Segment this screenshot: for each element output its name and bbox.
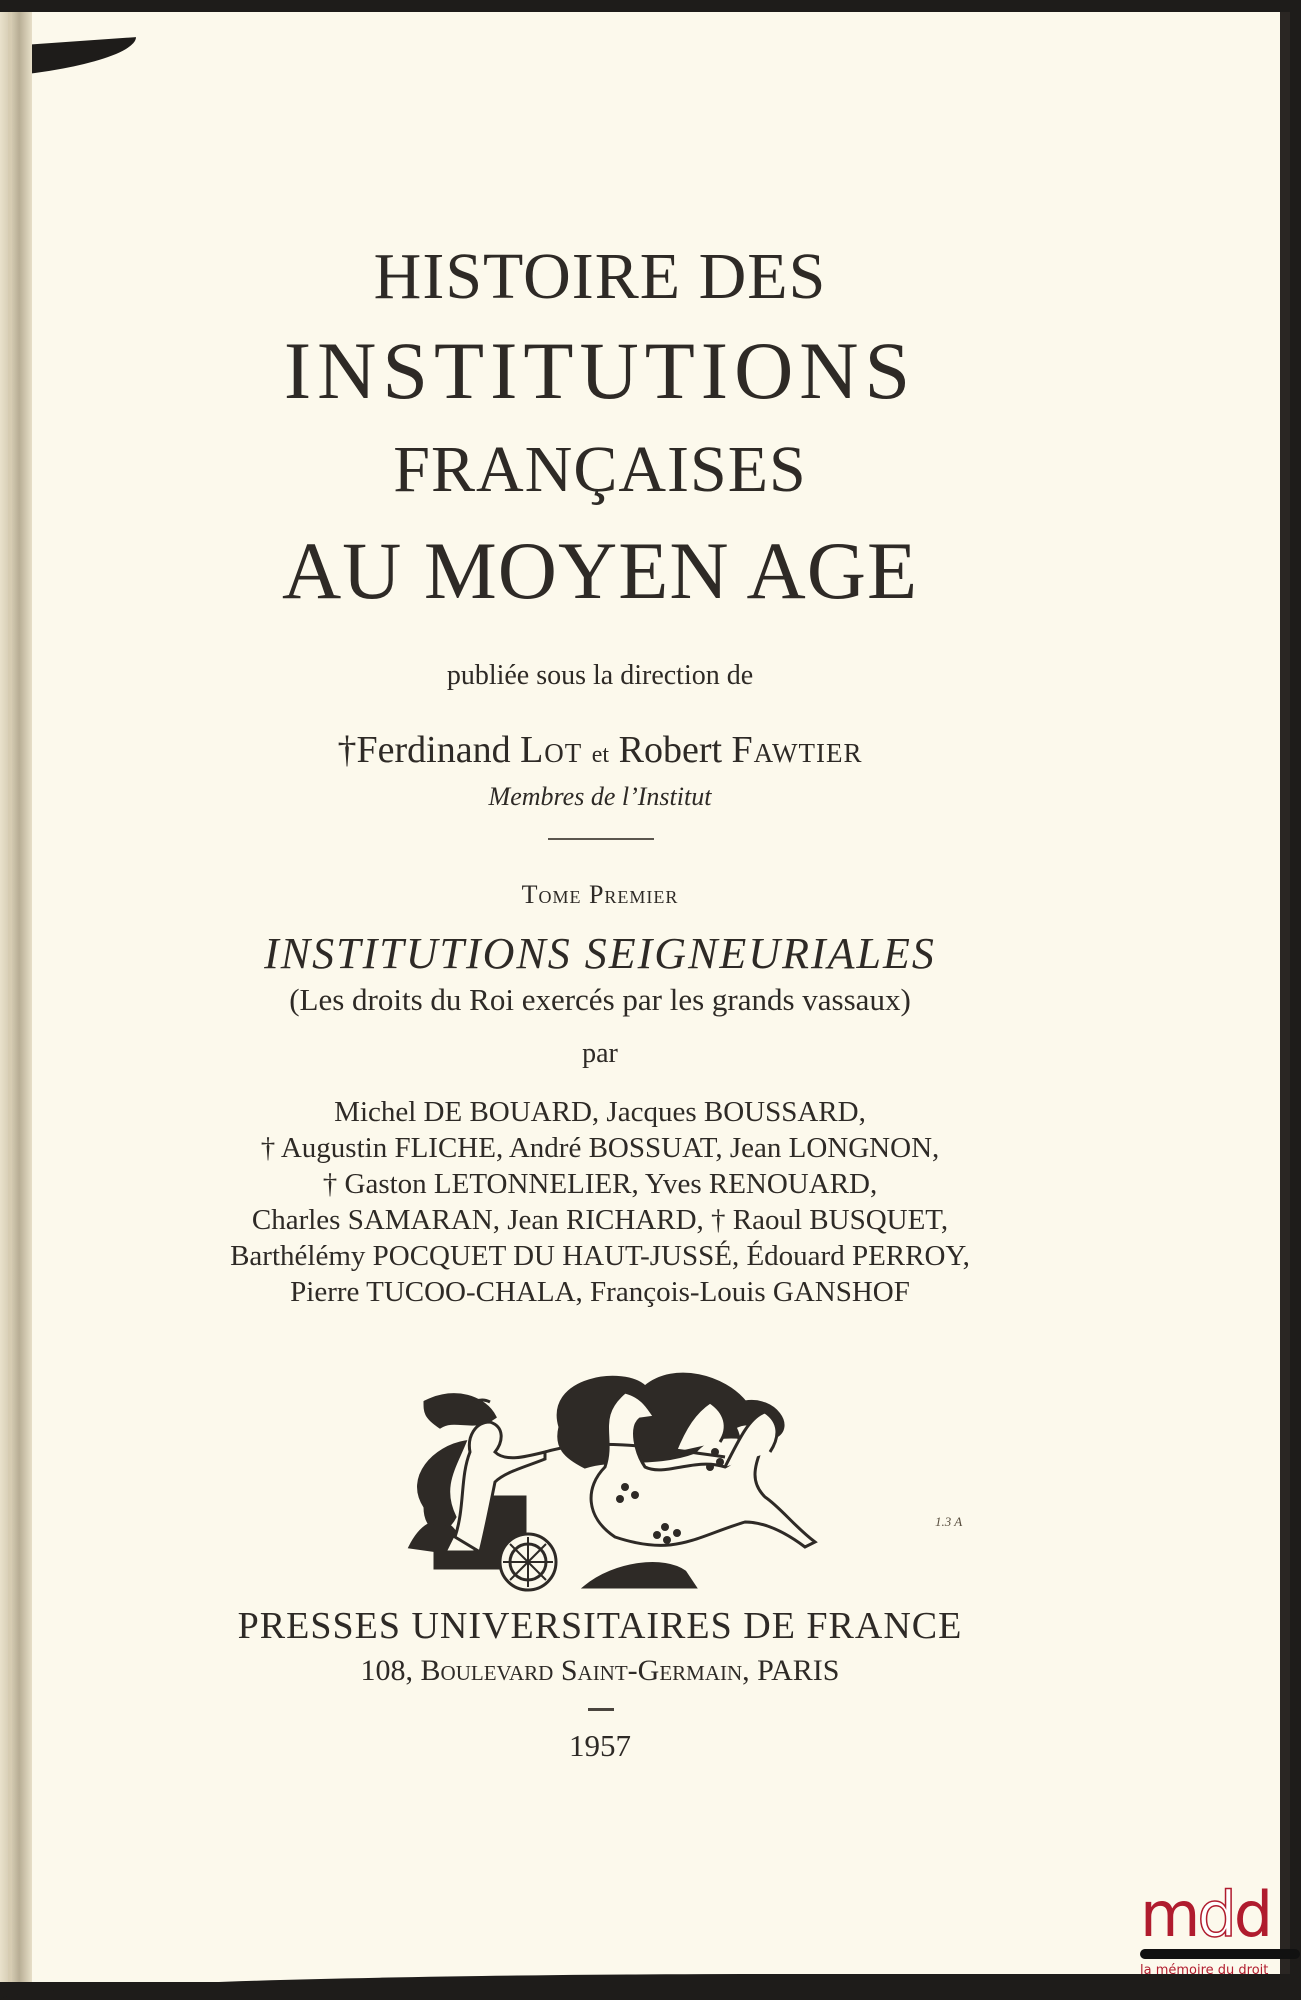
title-line-4: AU MOYEN AGE xyxy=(281,525,919,616)
authors-list xyxy=(0,1094,1200,1310)
editors xyxy=(0,728,1200,772)
editor1-first: Ferdinand xyxy=(356,729,511,771)
volume-subtitle: INSTITUTIONS SEIGNEURIALES xyxy=(264,929,936,978)
logo-m: m xyxy=(1140,1878,1198,1951)
page-edge xyxy=(1280,12,1290,1982)
divider xyxy=(548,838,654,840)
handwritten-note: 1.3 A xyxy=(935,1514,963,1529)
by-label: par xyxy=(582,1038,618,1069)
publication-year: 1957 xyxy=(569,1728,631,1763)
publisher-name: PRESSES UNIVERSITAIRES DE FRANCE xyxy=(237,1605,963,1647)
conjunction: et xyxy=(591,742,610,768)
authors-line: Barthélémy POCQUET DU HAUT-JUSSÉ, Édouard PERROY, xyxy=(230,1240,970,1272)
divider xyxy=(588,1708,614,1711)
watermark-logo xyxy=(1140,1878,1301,1978)
editor1-last: Lot xyxy=(520,729,583,771)
authors-line: Pierre TUCOO-CHALA, François-Louis GANSHOF xyxy=(290,1276,910,1308)
dagger-icon: † xyxy=(337,729,357,771)
editor2-last: Fawtier xyxy=(731,729,863,771)
chariot-horses-emblem-icon xyxy=(395,1357,835,1597)
logo-d-outline: d xyxy=(1197,1878,1234,1951)
title-line-1: HISTOIRE DES xyxy=(373,240,827,313)
volume-description: (Les droits du Roi exercés par les grands vassaux) xyxy=(289,982,911,1017)
logo-d: d xyxy=(1233,1878,1271,1951)
editors-affiliation: Membres de l’Institut xyxy=(488,782,712,811)
tome-label: Tome Premier xyxy=(521,880,679,909)
address-street: Boulevard Saint-Germain, xyxy=(420,1654,750,1687)
authors-line: Michel DE BOUARD, Jacques BOUSSARD, xyxy=(334,1096,866,1128)
title-line-3: FRANÇAISES xyxy=(393,433,807,506)
title-line-2: INSTITUTIONS xyxy=(283,325,917,416)
logo-tagline: la mémoire du droit xyxy=(1140,1963,1269,1978)
direction-intro: publiée sous la direction de xyxy=(446,660,754,691)
address-number: 108, xyxy=(360,1654,414,1687)
mdd-logo-icon xyxy=(1140,1878,1301,1951)
address-city: PARIS xyxy=(757,1654,840,1687)
authors-line: Charles SAMARAN, Jean RICHARD, † Raoul BUSQUET, xyxy=(251,1204,949,1236)
authors-line: † Augustin FLICHE, André BOSSUAT, Jean LONGNON, xyxy=(260,1132,940,1164)
publisher-address xyxy=(0,1654,1200,1688)
book-page xyxy=(0,12,1290,1982)
authors-line: † Gaston LETONNELIER, Yves RENOUARD, xyxy=(322,1168,878,1200)
editor2-first: Robert xyxy=(618,729,723,771)
